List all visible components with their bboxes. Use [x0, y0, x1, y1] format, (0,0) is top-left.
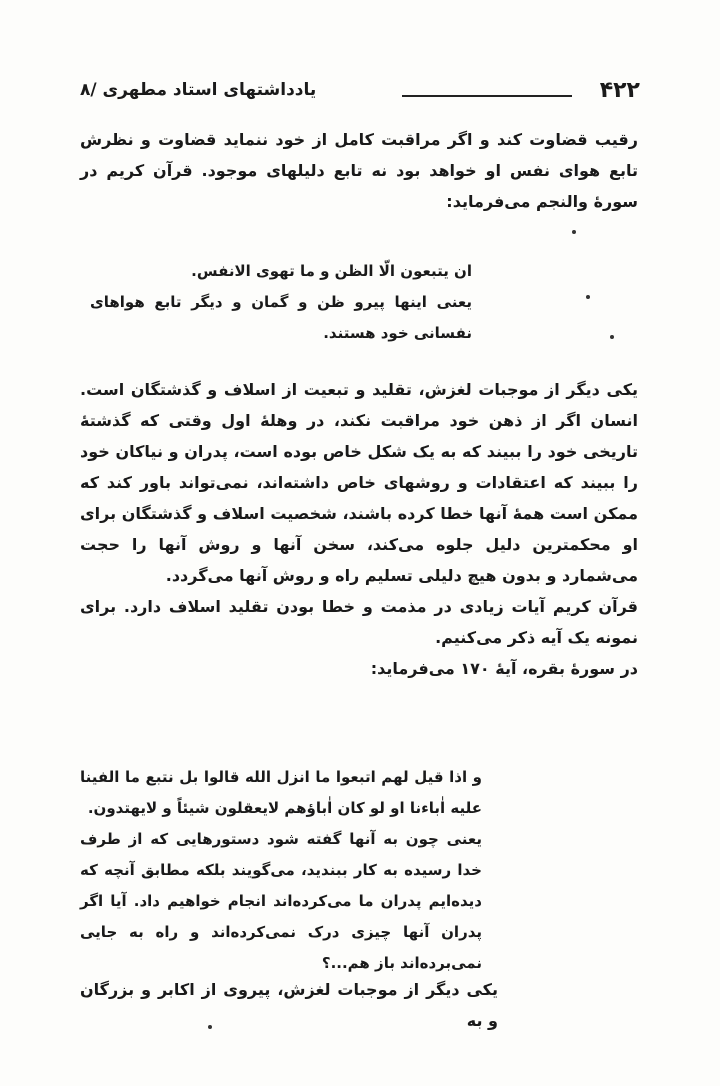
paragraph-intro [80, 124, 638, 217]
scan-speck [586, 295, 590, 299]
paragraph-text: رقیب قضاوت کند و اگر مراقبت کامل از خود ننماید قضاوت و نظرش تابع هوای نفس او خواهد بود نه تابع دلیلهای موجود. قرآن کریم در سورهٔ والنجم می‌فرماید: [80, 130, 638, 211]
header-rule [402, 95, 572, 97]
scan-speck [208, 1025, 212, 1029]
paragraph-taqlid [80, 374, 638, 684]
paragraph-text: یکی دیگر از موجبات لغزش، پیروی از اکابر و بزرگان و به [80, 980, 498, 1030]
scan-speck [572, 230, 576, 234]
paragraph-text: یکی دیگر از موجبات لغزش، تقلید و تبعیت از اسلاف و گذشتگان است. انسان اگر از ذهن خود مراقبت نکند، در وهلهٔ اول وقتی که گذشتهٔ تاریخی خود را ببیند که به یک شکل خاص بوده است، پدران و نیاکان خود را ببیند که اعتقادات و روشهای خاص داشته‌اند، نمی‌تواند باور کند که ممکن است همهٔ آنها خطا کرده باشند، شخصیت اسلاف و گذشتگان برای او محکمترین دلیل جلوه می‌کند، سخن آنها و روش آنها را حجت می‌شمارد و بدون هیچ دلیلی تسلیم راه و روش آنها می‌گردد. [80, 380, 638, 585]
paragraph-text: قرآن کریم آیات زیادی در مذمت و خطا بودن تقلید اسلاف دارد. برای نمونه یک آیه ذکر می‌کنیم. [80, 597, 638, 647]
page-header [80, 78, 640, 108]
paragraph-akaber [80, 974, 498, 1036]
scan-speck [610, 335, 614, 339]
page-number: ۴۲۲ [599, 78, 640, 103]
paragraph-text: در سورهٔ بقره، آیهٔ ۱۷۰ می‌فرماید: [370, 659, 638, 678]
quote-arabic: و اذا قیل لهم اتبعوا ما انزل الله قالوا بل نتبع ما الفینا علیه اٰباءنا او لو کان اٰباؤهم لایعقلون شیئاً و لایهتدون. [80, 768, 482, 817]
quote-translation: یعنی اینها پیرو ظن و گمان و دیگر تابع هواهای نفسانی خود هستند. [90, 293, 472, 342]
quote-arabic: ان یتبعون الّا الظن و ما تهوی الانفس. [191, 262, 472, 280]
quote-najm [90, 256, 472, 349]
quote-translation: یعنی چون به آنها گفته شود دستورهایی که از طرف خدا رسیده به کار ببندید، می‌گویند بلکه مطابق آنچه که دیده‌ایم پدران ما می‌کرده‌اند انجام خواهیم داد. آیا اگر پدران آنها چیزی درک نمی‌کرده‌اند و راه به جایی نمی‌برده‌اند باز هم...؟ [80, 830, 482, 972]
running-title: یادداشتهای استاد مطهری /۸ [80, 80, 317, 100]
quote-baqara [80, 762, 482, 979]
